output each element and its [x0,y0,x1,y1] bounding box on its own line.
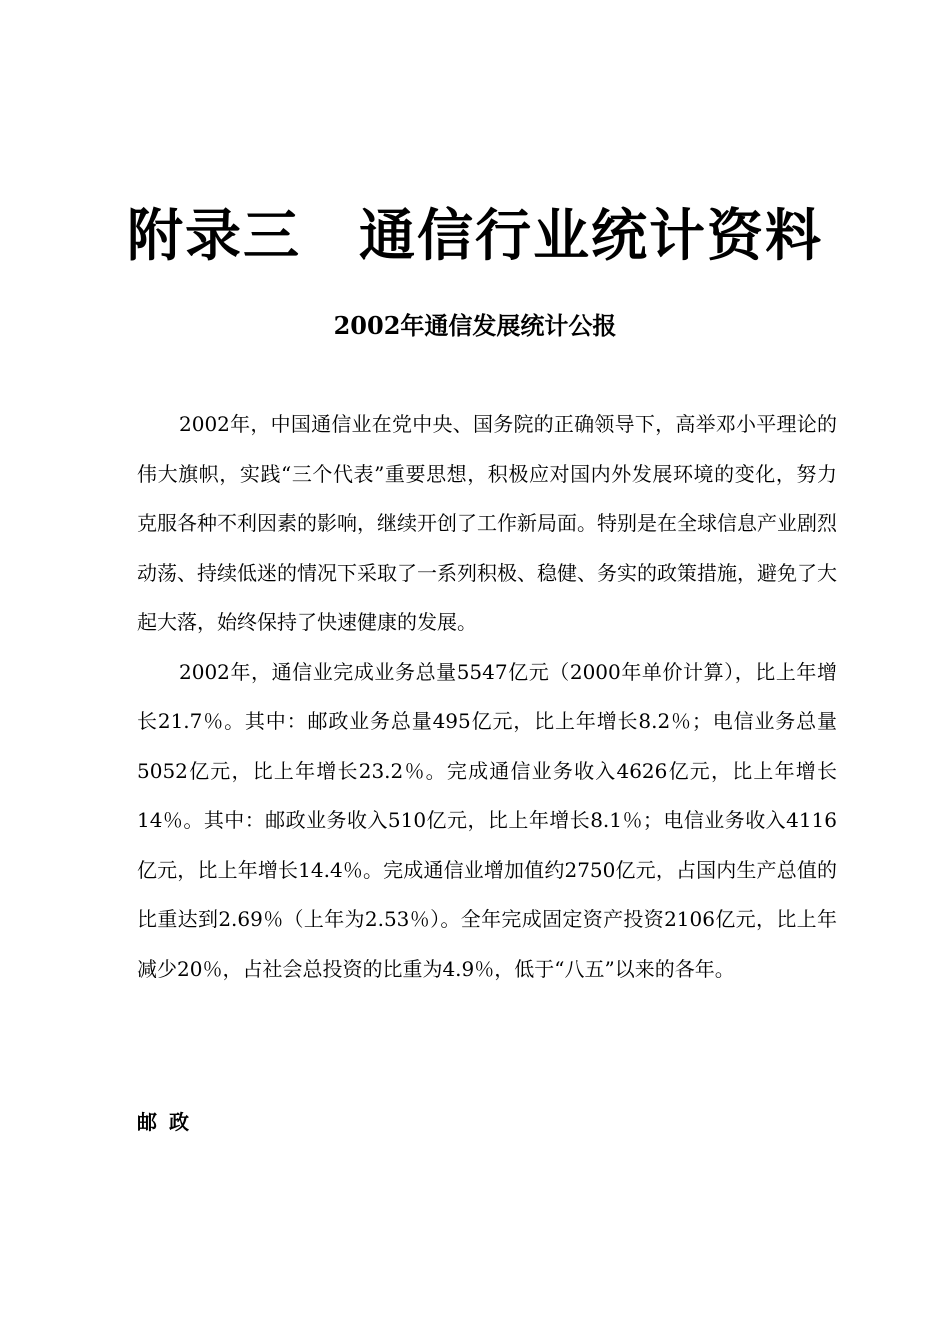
body-text [137,400,837,994]
paragraph-intro: 2002年，中国通信业在党中央、国务院的正确领导下，高举邓小平理论的伟大旗帜，实践“三个代表”重要思想，积极应对国内外发展环境的变化，努力克服各种不利因素的影响，继续开创了工作新局面。特别是在全球信息产业剧烈动荡、持续低迷的情况下采取了一系列积极、稳健、务实的政策措施，避免了大起大落，始终保持了快速健康的发展。 [137,412,837,634]
section-heading-postal: 邮政 [137,1110,201,1134]
page-title: 附录三 通信行业统计资料 [127,203,823,269]
page-subtitle: 2002年通信发展统计公报 [333,311,617,340]
paragraph-statistics: 2002年，通信业完成业务总量5547亿元（2000年单价计算），比上年增长21.7％。其中：邮政业务总量495亿元，比上年增长8.2％；电信业务总量5052亿元，比上年增长23.2％。完成通信业务收入4626亿元，比上年增长14％。其中：邮政业务收入510亿元，比上年增长8.1％；电信业务收入4116亿元，比上年增长14.4％。完成通信业增加值约2750亿元，占国内生产总值的比重达到2.69％（上年为2.53％）。全年完成固定资产投资2106亿元，比上年减少20％，占社会总投资的比重为4.9％，低于“八五”以来的各年。 [137,659,837,981]
